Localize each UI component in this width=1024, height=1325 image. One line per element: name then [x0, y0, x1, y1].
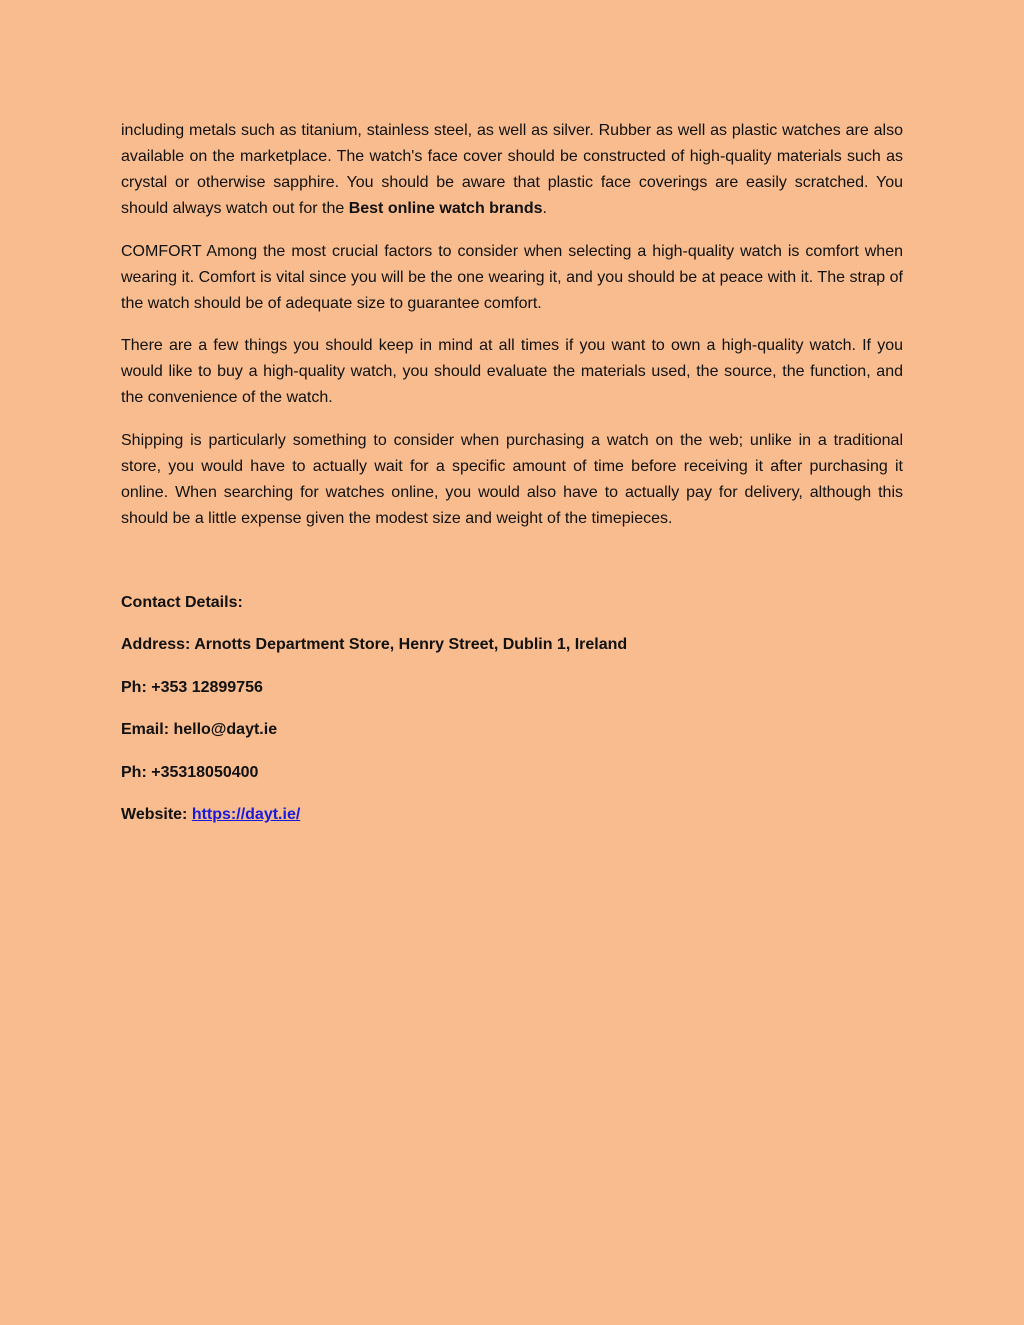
website-link[interactable]: https://dayt.ie/	[191, 806, 301, 823]
contact-phone-2: Ph: +35318050400	[121, 763, 259, 781]
contact-email: Email: hello@dayt.ie	[121, 721, 278, 738]
contact-details-section	[121, 590, 903, 829]
website-label: Website:	[121, 806, 192, 823]
contact-heading: Contact Details:	[121, 593, 243, 611]
paragraph-materials	[121, 118, 903, 222]
paragraph-materials-end: .	[542, 200, 547, 217]
paragraph-keep-in-mind: There are a few things you should keep in mind at all times if you want to own a high-quality watch. If you would like to buy a high-quality watch, you should evaluate the materials used, the source, the function, and the convenience of the watch.	[121, 337, 903, 406]
contact-phone-1: Ph: +353 12899756	[121, 678, 263, 696]
paragraph-shipping: Shipping is particularly something to consider when purchasing a watch on the web; unlike in a traditional store, you would have to actually wait for a specific amount of time before receiving it after purchasing it online. When searching for watches online, you would also have to actually pay for delivery, although this should be a little expense given the modest size and weight of the timepieces.	[121, 431, 903, 527]
paragraph-comfort: COMFORT Among the most crucial factors to consider when selecting a high-quality watch is comfort when wearing it. Comfort is vital since you will be the one wearing it, and you should be at peace with it. The strap of the watch should be of adequate size to guarantee comfort.	[121, 242, 903, 312]
contact-website	[121, 802, 903, 828]
best-watch-brands-bold: Best online watch brands	[348, 200, 543, 217]
contact-address: Address: Arnotts Department Store, Henry Street, Dublin 1, Ireland	[121, 636, 628, 653]
paragraph-materials-text: including metals such as titanium, stainless steel, as well as silver. Rubber as well as plastic watches are also available on the marketplace. The watch's face cover should be constructed of high-quality materials such as crystal or otherwise sapphire. You should be aware that plastic face coverings are easily scratched. You should always watch out for the	[121, 122, 903, 217]
